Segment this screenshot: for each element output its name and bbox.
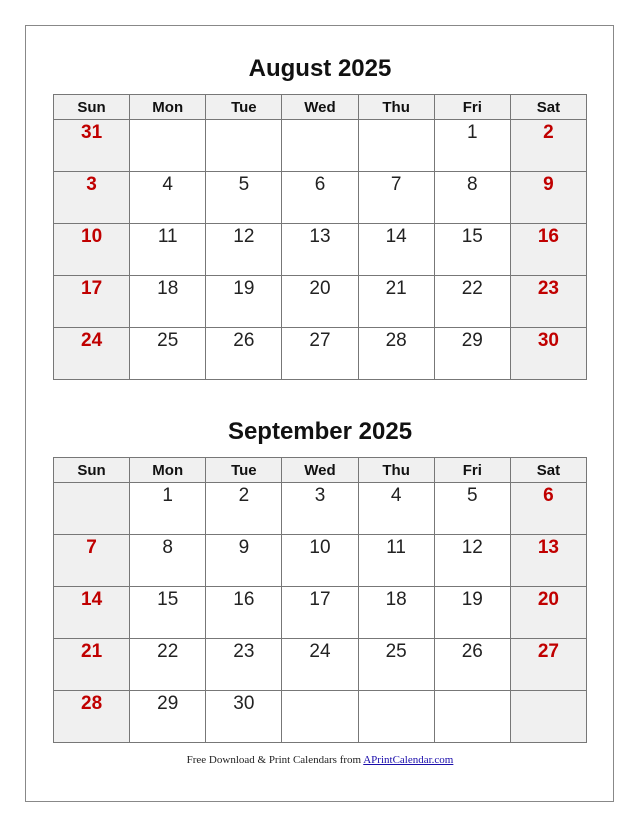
day-cell: 14 xyxy=(358,224,434,276)
day-cell: 27 xyxy=(282,328,358,380)
day-cell: 15 xyxy=(434,224,510,276)
weekday-header: Sun xyxy=(54,95,130,120)
day-cell: 24 xyxy=(282,639,358,691)
day-cell: 21 xyxy=(54,639,130,691)
day-cell: 18 xyxy=(358,587,434,639)
day-cell: 12 xyxy=(434,535,510,587)
week-row xyxy=(54,120,587,172)
day-cell: 17 xyxy=(282,587,358,639)
day-cell: 3 xyxy=(282,483,358,535)
weekday-header: Tue xyxy=(206,95,282,120)
day-cell: 17 xyxy=(54,276,130,328)
day-cell: 14 xyxy=(54,587,130,639)
day-cell: 29 xyxy=(130,691,206,743)
day-cell: 4 xyxy=(130,172,206,224)
empty-day-cell xyxy=(54,483,130,535)
week-row xyxy=(54,483,587,535)
day-cell: 1 xyxy=(434,120,510,172)
day-cell: 16 xyxy=(510,224,586,276)
empty-day-cell xyxy=(282,691,358,743)
empty-day-cell xyxy=(206,120,282,172)
day-cell: 20 xyxy=(510,587,586,639)
weekday-header: Sat xyxy=(510,95,586,120)
footer xyxy=(0,754,640,766)
day-cell: 18 xyxy=(130,276,206,328)
week-row xyxy=(54,328,587,380)
day-cell: 27 xyxy=(510,639,586,691)
day-cell: 15 xyxy=(130,587,206,639)
day-cell: 22 xyxy=(434,276,510,328)
day-cell: 11 xyxy=(130,224,206,276)
day-cell: 23 xyxy=(510,276,586,328)
empty-day-cell xyxy=(510,691,586,743)
day-cell: 13 xyxy=(282,224,358,276)
day-cell: 19 xyxy=(434,587,510,639)
day-cell: 30 xyxy=(206,691,282,743)
day-cell: 31 xyxy=(54,120,130,172)
weekday-header: Wed xyxy=(282,458,358,483)
day-cell: 22 xyxy=(130,639,206,691)
weekday-header: Mon xyxy=(130,458,206,483)
day-cell: 2 xyxy=(510,120,586,172)
empty-day-cell xyxy=(282,120,358,172)
week-row xyxy=(54,276,587,328)
day-cell: 6 xyxy=(510,483,586,535)
day-cell: 29 xyxy=(434,328,510,380)
day-cell: 1 xyxy=(130,483,206,535)
week-row xyxy=(54,172,587,224)
calendar-september xyxy=(53,457,587,743)
weekday-header: Thu xyxy=(358,458,434,483)
day-cell: 8 xyxy=(130,535,206,587)
weekday-header: Thu xyxy=(358,95,434,120)
day-cell: 19 xyxy=(206,276,282,328)
day-cell: 2 xyxy=(206,483,282,535)
weekday-header: Sun xyxy=(54,458,130,483)
day-cell: 13 xyxy=(510,535,586,587)
day-cell: 25 xyxy=(130,328,206,380)
month-title-september: September 2025 xyxy=(227,418,413,445)
weekday-header-row xyxy=(54,95,587,120)
day-cell: 24 xyxy=(54,328,130,380)
empty-day-cell xyxy=(358,120,434,172)
week-row xyxy=(54,639,587,691)
day-cell: 7 xyxy=(54,535,130,587)
day-cell: 12 xyxy=(206,224,282,276)
day-cell: 28 xyxy=(54,691,130,743)
empty-day-cell xyxy=(130,120,206,172)
day-cell: 9 xyxy=(510,172,586,224)
empty-day-cell xyxy=(358,691,434,743)
day-cell: 7 xyxy=(358,172,434,224)
week-row xyxy=(54,535,587,587)
day-cell: 3 xyxy=(54,172,130,224)
day-cell: 4 xyxy=(358,483,434,535)
day-cell: 9 xyxy=(206,535,282,587)
empty-day-cell xyxy=(434,691,510,743)
month-title-august: August 2025 xyxy=(248,55,392,82)
week-row xyxy=(54,587,587,639)
day-cell: 11 xyxy=(358,535,434,587)
day-cell: 10 xyxy=(282,535,358,587)
day-cell: 21 xyxy=(358,276,434,328)
day-cell: 26 xyxy=(206,328,282,380)
day-cell: 26 xyxy=(434,639,510,691)
day-cell: 30 xyxy=(510,328,586,380)
day-cell: 20 xyxy=(282,276,358,328)
footer-text: Free Download & Print Calendars from xyxy=(186,754,364,766)
day-cell: 28 xyxy=(358,328,434,380)
weekday-header: Fri xyxy=(434,458,510,483)
day-cell: 16 xyxy=(206,587,282,639)
week-row xyxy=(54,224,587,276)
day-cell: 23 xyxy=(206,639,282,691)
weekday-header: Wed xyxy=(282,95,358,120)
day-cell: 8 xyxy=(434,172,510,224)
weekday-header: Mon xyxy=(130,95,206,120)
week-row xyxy=(54,691,587,743)
weekday-header: Tue xyxy=(206,458,282,483)
day-cell: 25 xyxy=(358,639,434,691)
day-cell: 5 xyxy=(434,483,510,535)
day-cell: 6 xyxy=(282,172,358,224)
calendar-august xyxy=(53,94,587,380)
day-cell: 5 xyxy=(206,172,282,224)
footer-link[interactable]: APrintCalendar.com xyxy=(363,754,454,766)
weekday-header: Sat xyxy=(510,458,586,483)
weekday-header: Fri xyxy=(434,95,510,120)
weekday-header-row xyxy=(54,458,587,483)
day-cell: 10 xyxy=(54,224,130,276)
